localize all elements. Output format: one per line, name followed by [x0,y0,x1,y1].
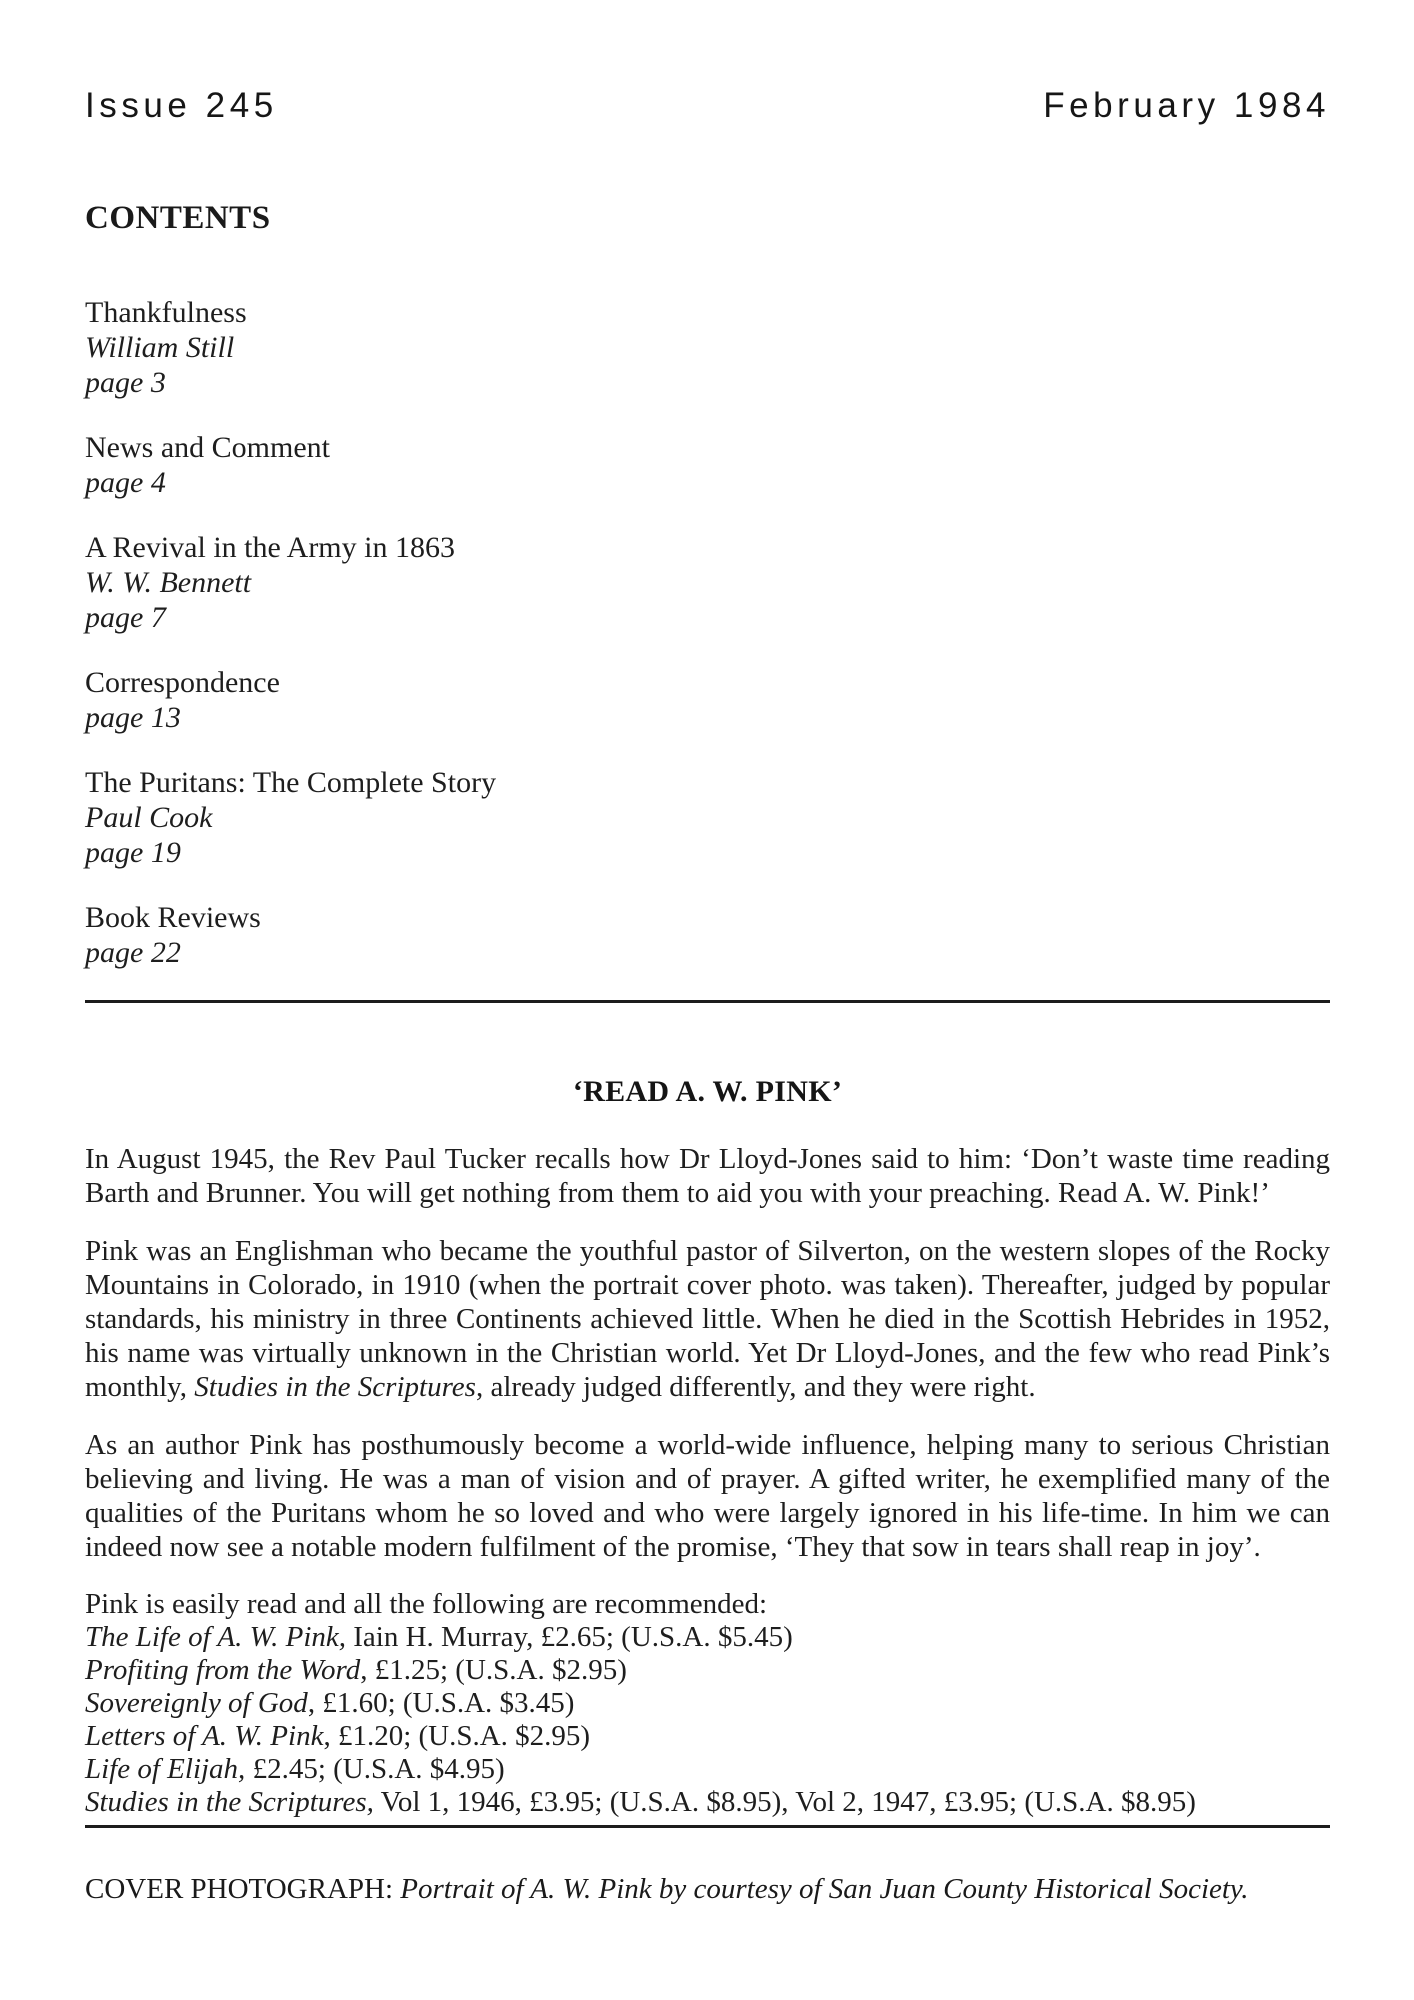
book-entry [85,1687,1330,1720]
book-entry [85,1786,1330,1819]
issue-number: Issue 245 [85,86,278,125]
text-run: COVER PHOTOGRAPH: [85,1873,401,1905]
masthead [85,86,1330,126]
article-paragraphs [85,1142,1330,1564]
italic-text-run: Portrait of A. W. Pink by courtesy of San Juan County Historical Society. [400,1873,1249,1905]
toc-item-title: A Revival in the Army in 1863 [85,531,455,564]
article-paragraph [85,1234,1330,1404]
book-lines [85,1621,1330,1819]
italic-text-run: The Life of A. W. Pink, [85,1621,346,1653]
italic-text-run: Profiting from the Word [85,1654,361,1686]
text-run: Iain H. Murray, £2.65; (U.S.A. $5.45) [346,1621,793,1653]
toc-item-page: page 22 [85,936,181,969]
book-entry [85,1654,1330,1687]
divider-rule-top [85,1000,1330,1003]
text-run: Vol 1, 1946, £3.95; (U.S.A. $8.95), Vol 2, 1947, £3.95; (U.S.A. $8.95) [373,1786,1196,1818]
toc-item-page: page 7 [85,601,166,634]
italic-text-run: Studies in the Scriptures, [85,1786,374,1818]
cover-photograph-credit [85,1873,1330,1906]
text-run: In August 1945, the Rev Paul Tucker recalls how Dr Lloyd-Jones said to him: ‘Don’t waste time reading Barth and Brunner. You will get nothing from them to aid you with your preaching. Read A. W. Pink!’ [85,1143,1330,1209]
recommend-intro: Pink is easily read and all the following are recommended: [85,1588,768,1620]
toc-item-page: page 3 [85,366,166,399]
toc-item-title: Thankfulness [85,296,247,329]
toc-item-author: William Still [85,331,235,364]
article-paragraph [85,1142,1330,1210]
article-title: ‘READ A. W. PINK’ [572,1075,843,1108]
toc-item-title: News and Comment [85,431,330,464]
toc-item [85,765,1330,870]
contents-heading: CONTENTS [85,200,271,236]
text-run: £2.45; (U.S.A. $4.95) [245,1753,505,1785]
issue-date: February 1984 [1043,86,1330,125]
article-body [85,1142,1330,1819]
book-entry [85,1621,1330,1654]
text-run: Pink was an Englishman who became the youthful pastor of Silverton, on the western slopes of the Rocky Mountains in Colorado, in 1910 (when the portrait cover photo. was taken). Thereafter, judged by popular standards, his ministry in three Continents achieved little. When he died in the Scottish Hebrides in 1952, his name was virtually unknown in the Christian world. Yet Dr Lloyd-Jones, and the few who read Pink’s monthly, [85,1235,1330,1403]
toc-item [85,530,1330,635]
toc-item-page: page 19 [85,836,181,869]
toc-item [85,295,1330,400]
toc-item-title: Book Reviews [85,901,261,934]
text-run: , already judged differently, and they were right. [475,1371,1036,1403]
text-run: , £1.20; (U.S.A. $2.95) [323,1720,591,1752]
italic-text-run: Letters of A. W. Pink [85,1720,324,1752]
toc-item-page: page 4 [85,466,166,499]
text-run: , £1.25; (U.S.A. $2.95) [360,1654,627,1686]
toc-item [85,430,1330,500]
text-run: , £1.60; (U.S.A. $3.45) [307,1687,575,1719]
recommended-books [85,1588,1330,1819]
italic-text-run: Sovereignly of God [85,1687,308,1719]
italic-text-run: Studies in the Scriptures [194,1371,476,1403]
book-entry [85,1753,1330,1786]
toc-item-page: page 13 [85,701,181,734]
text-run: As an author Pink has posthumously become a world-wide influence, helping many to serious Christian believing and living. He was a man of vision and of prayer. A gifted writer, he exemplified many of the qualities of the Puritans whom he so loved and who were largely ignored in his life-time. In him we can indeed now see a notable modern fulfilment of the promise, ‘They that sow in tears shall reap in joy’. [85,1429,1330,1563]
toc-item-author: Paul Cook [85,801,213,834]
book-entry [85,1720,1330,1753]
table-of-contents [85,295,1330,970]
toc-item-title: Correspondence [85,666,280,699]
toc-item-title: The Puritans: The Complete Story [85,766,497,799]
toc-item [85,665,1330,735]
divider-rule-bottom [85,1825,1330,1828]
toc-item-author: W. W. Bennett [85,566,252,599]
italic-text-run: Life of Elijah, [85,1753,246,1785]
toc-item [85,900,1330,970]
article-paragraph [85,1428,1330,1564]
